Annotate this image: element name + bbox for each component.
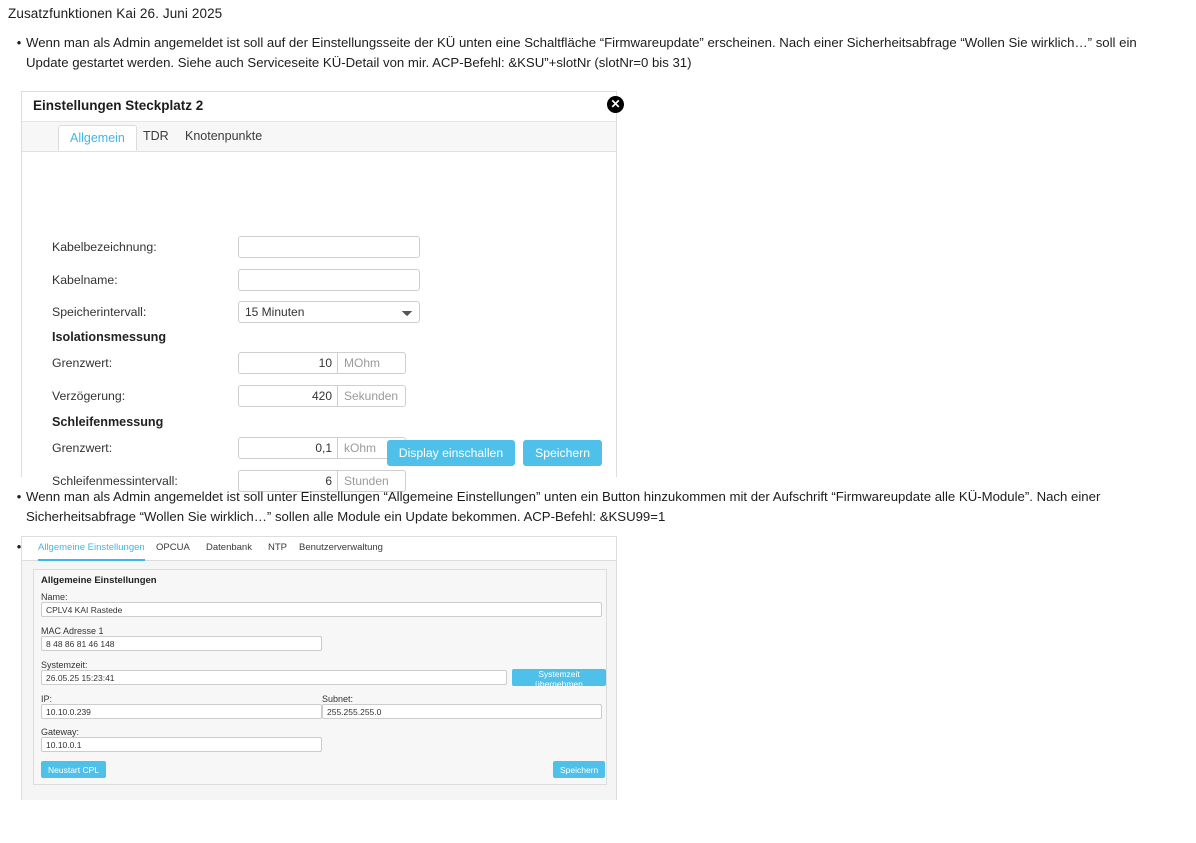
systemzeit-uebernehmen-button[interactable]: Systemzeit übernehmen [512,669,606,686]
dialog-body [22,152,616,488]
schl-grenzwert-input[interactable] [239,438,337,458]
list-item [12,487,1187,526]
bullet-marker: • [16,489,22,504]
name-label: Name: [41,592,68,602]
tab-opcua[interactable]: OPCUA [156,542,190,553]
dialog-actions [387,440,602,466]
dialog-tabs [22,122,616,152]
dialog-header [22,92,621,122]
kabelbezeichnung-label: Kabelbezeichnung: [52,240,157,254]
field-row-kabelname [22,269,616,291]
iso-grenzwert-input[interactable] [239,353,337,373]
schl-grenzwert-input-wrap [238,437,338,459]
list-item [12,33,1187,72]
page-title: Zusatzfunktionen Kai 26. Juni 2025 [8,6,223,21]
tab-knotenpunkte[interactable]: Knotenpunkte [185,129,263,143]
gateway-input[interactable] [41,737,322,752]
tab-allgemeine-einstellungen[interactable]: Allgemeine Einstellungen [38,541,145,561]
systemzeit-label: Systemzeit: [41,660,88,670]
subnet-label: Subnet: [322,694,354,704]
general-settings-body [22,561,616,800]
kabelbezeichnung-input[interactable] [238,236,420,258]
general-settings-tabs [22,537,616,561]
ip-label: IP: [41,694,53,704]
bullet-marker: • [16,35,22,50]
mac-label: MAC Adresse 1 [41,626,104,636]
display-einschalten-button[interactable]: Display einschallen [387,440,515,466]
kabelname-label: Kabelname: [52,273,118,287]
schl-grenzwert-label: Grenzwert: [52,441,113,455]
tab-benutzerverwaltung[interactable]: Benutzerverwaltung [299,542,383,553]
verzoegerung-unit: Sekunden [338,385,406,407]
systemzeit-input[interactable] [41,670,507,685]
gateway-label: Gateway: [41,727,80,737]
tab-allgemein[interactable]: Allgemein [58,125,137,151]
general-settings-panel [21,536,617,800]
save-button[interactable]: Speichern [553,761,605,778]
slot-settings-dialog [21,91,621,488]
panel-title: Allgemeine Einstellungen [41,575,157,586]
iso-grenzwert-label: Grenzwert: [52,356,113,370]
iso-grenzwert-unit: MOhm [338,352,406,374]
verzoegerung-input-wrap [238,385,338,407]
save-button[interactable]: Speichern [523,440,602,466]
bullet-marker: • [16,539,22,554]
ip-input[interactable] [41,704,322,719]
mac-input[interactable] [41,636,322,651]
schleifenmessintervall-unit: Stunden [338,470,406,492]
neustart-cpl-button[interactable]: Neustart CPL [41,761,106,778]
verzoegerung-label: Verzögerung: [52,389,126,403]
schleifenmessung-heading: Schleifenmessung [52,415,164,429]
tab-tdr[interactable]: TDR [143,129,169,143]
iso-grenzwert-input-wrap [238,352,338,374]
dialog-title: Einstellungen Steckplatz 2 [33,98,204,113]
field-row-iso-grenzwert [22,352,616,374]
general-settings-fieldset [33,569,607,785]
schleifenmessintervall-label: Schleifenmessintervall: [52,474,178,488]
list-item-text: Wenn man als Admin angemeldet ist soll unter Einstellungen “Allgemeine Einstellungen” unten ein Button hinzukommen mit der Aufschrift “Firmwareupdate alle KÜ-Module”. Nach einer Sicherheitsabfrage “Wollen Sie wirklich…” sollen alle Module ein Update bekommen. ACP-Befehl: &KSU99=1 [26,489,1101,524]
tab-datenbank[interactable]: Datenbank [206,542,252,553]
speicherintervall-label: Speicherintervall: [52,305,147,319]
kabelname-input[interactable] [238,269,420,291]
list-item-text: Wenn man als Admin angemeldet ist soll auf der Einstellungsseite der KÜ unten eine Schaltfläche “Firmwareupdate” erscheinen. Nach einer Sicherheitsabfrage “Wollen Sie wirklich…” soll ein Update gestartet werden. Siehe auch Serviceseite KÜ-Detail von mir. ACP-Befehl: &KSU”+slotNr (slotNr=0 bis 31) [26,35,1137,70]
speicherintervall-select[interactable] [238,301,420,323]
schl-grenzwert-unit: kOhm [338,437,406,459]
verzoegerung-input[interactable] [239,386,337,406]
subnet-input[interactable] [322,704,602,719]
tab-ntp[interactable]: NTP [268,542,287,553]
field-row-kabelbezeichnung [22,236,616,258]
field-row-speicherintervall [22,301,616,323]
name-input[interactable] [41,602,602,617]
isolationsmessung-heading: Isolationsmessung [52,330,167,344]
field-row-verzoegerung [22,385,616,407]
close-icon[interactable]: ✕ [607,96,624,113]
